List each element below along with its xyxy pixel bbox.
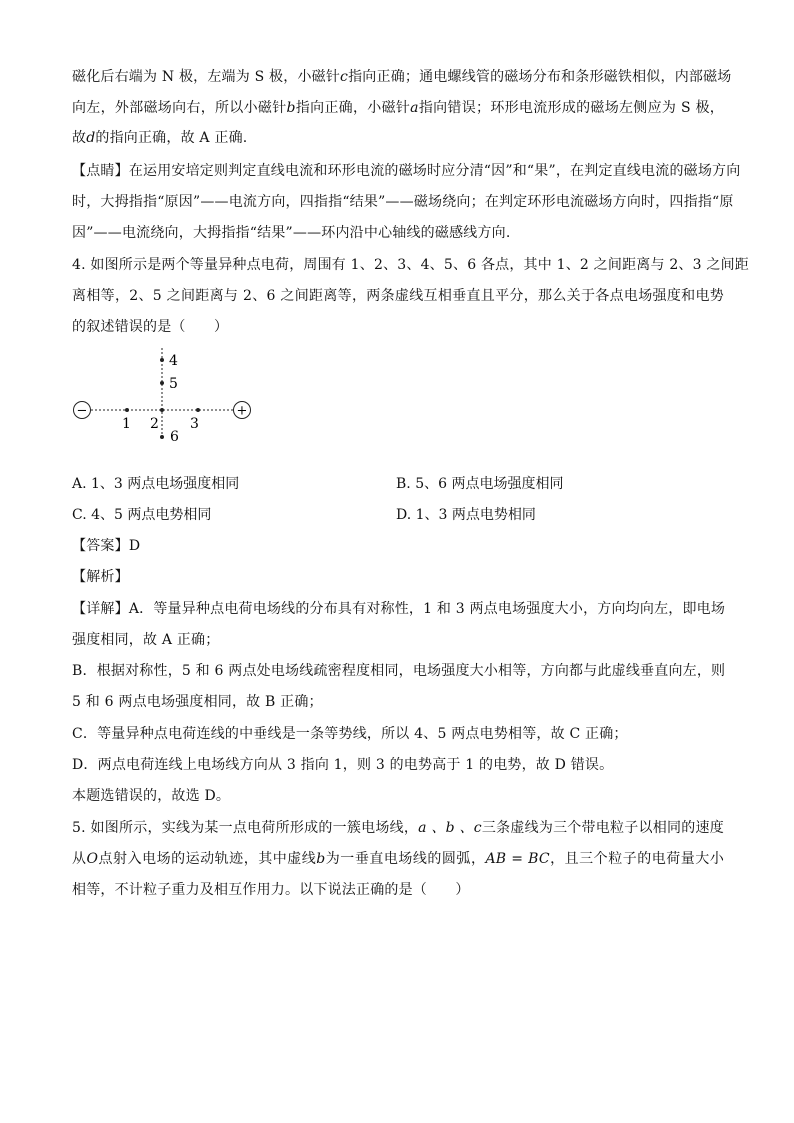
- answer-line: [72, 537, 724, 557]
- text-span: 指向错误；环形电流形成的磁场左侧应为 S 极，: [418, 100, 724, 116]
- text-span: 向左，外部磁场向右，所以小磁针: [72, 100, 287, 116]
- option-a: A. 1、3 两点电场强度相同: [72, 476, 240, 492]
- analysis-line: [72, 568, 724, 588]
- tip-tag: 【点睛】: [72, 163, 129, 179]
- variable-b: b: [316, 851, 326, 867]
- option-c: C. 4、5 两点电势相同: [72, 507, 212, 523]
- tip-line: [72, 224, 724, 244]
- text-span: 指向正确，小磁针: [295, 100, 411, 116]
- paragraph-line: [72, 68, 732, 88]
- variable-b: b: [286, 100, 296, 116]
- text-span: 为一垂直电场线的圆弧，: [325, 851, 486, 867]
- analysis-tag: 【解析】: [72, 569, 129, 585]
- conclusion-line: [72, 787, 724, 807]
- text-span: 从: [72, 851, 87, 867]
- label-1: 1: [122, 416, 131, 432]
- charges-figure: [66, 348, 266, 448]
- text-span: 时，大拇指指“原因”——电流方向，四指指“结果”——磁场绕向；在判定环形电流磁场方向时，四指指“原: [72, 194, 734, 210]
- tip-line: [72, 193, 734, 213]
- text-span: 三条虚线为三个带电粒子以相同的速度: [481, 820, 724, 836]
- tip-line: [72, 162, 741, 182]
- question-5-line: [72, 881, 724, 901]
- text-span: 强度相同，故 A 正确；: [72, 632, 220, 648]
- label-6: 6: [170, 429, 179, 445]
- label-5: 5: [169, 376, 178, 392]
- detail-tag: 【详解】: [72, 601, 129, 617]
- text-span: 本题选错误的，故选 D。: [72, 788, 231, 804]
- text-span: D．两点电荷连线上电场线方向从 3 指向 1，则 3 的电势高于 1 的电势，故 D 错误。: [72, 757, 614, 773]
- variables-abc: a 、b 、c: [418, 820, 482, 836]
- point-2: [160, 408, 164, 412]
- detail-line: [72, 725, 724, 745]
- paragraph-line: [72, 129, 724, 149]
- label-4: 4: [169, 353, 178, 369]
- label-3: 3: [190, 416, 199, 432]
- text-span: 指向正确；通电螺线管的磁场分布和条形磁铁相似，内部磁场: [348, 69, 732, 85]
- text-span: 因”——电流绕向，大拇指指“结果”——环内沿中心轴线的磁感线方向.: [72, 225, 511, 241]
- text-span: ，且三个粒子的电荷量大小: [549, 851, 725, 867]
- text-span: 在运用安培定则判定直线电流和环形电流的磁场时应分清“因”和“果”，在判定直线电流的磁场方向: [128, 163, 741, 179]
- variable-d: d: [86, 130, 96, 146]
- question-4-line: [72, 287, 724, 307]
- text-span: 磁化后右端为 N 极，左端为 S 极，小磁针: [72, 69, 341, 85]
- detail-line: [72, 600, 724, 620]
- variable-o: O: [86, 851, 99, 867]
- detail-line: [72, 631, 724, 651]
- detail-line: [72, 756, 724, 776]
- variable-c: c: [340, 69, 349, 85]
- positive-sign: +: [236, 403, 248, 419]
- text-span: 的指向正确，故 A 正确.: [95, 130, 248, 146]
- text-span: A．等量异种点电荷电场线的分布具有对称性，1 和 3 两点电场强度大小，方向均向左，即电场: [128, 601, 726, 617]
- answer-tag: 【答案】: [72, 538, 129, 554]
- detail-line: [72, 693, 724, 713]
- negative-sign: −: [76, 403, 88, 419]
- variable-a: a: [410, 100, 419, 116]
- point-1: [125, 408, 129, 412]
- equation-ab-bc: AB = BC: [485, 851, 550, 867]
- text-span: B．根据对称性，5 和 6 两点处电场线疏密程度相同，电场强度大小相等，方向都与此虚线垂直向左，则: [72, 663, 726, 679]
- point-4: [160, 358, 164, 362]
- text-span: 5 和 6 两点电场强度相同，故 B 正确；: [72, 694, 323, 710]
- label-2: 2: [150, 416, 159, 432]
- point-3: [196, 408, 200, 412]
- question-4-line: [72, 256, 749, 276]
- text-span: 的叙述错误的是（ ）: [72, 319, 229, 335]
- question-5-line: [72, 850, 724, 870]
- text-span: 相等，不计粒子重力及相互作用力。以下说法正确的是（ ）: [72, 882, 470, 898]
- detail-line: [72, 662, 724, 682]
- answer-value: D: [128, 538, 141, 554]
- text-span: 4. 如图所示是两个等量异种点电荷，周围有 1、2、3、4、5、6 各点，其中 1、2 之间距离与 2、3 之间距: [72, 257, 749, 273]
- text-span: 5. 如图所示，实线为某一点电荷所形成的一簇电场线，: [72, 820, 419, 836]
- option-b: B. 5、6 两点电场强度相同: [396, 476, 564, 492]
- text-span: 故: [72, 130, 87, 146]
- text-span: C．等量异种点电荷连线的中垂线是一条等势线，所以 4、5 两点电势相等，故 C 正确；: [72, 726, 628, 742]
- text-span: 离相等，2、5 之间距离与 2、6 之间距离等，两条虚线互相垂直且平分，那么关于各点电场强度和电势: [72, 288, 724, 304]
- question-4-line: [72, 318, 724, 338]
- point-5: [160, 381, 164, 385]
- option-d: D. 1、3 两点电势相同: [396, 507, 536, 523]
- question-5-line: [72, 819, 724, 839]
- text-span: 点射入电场的运动轨迹，其中虚线: [98, 851, 317, 867]
- point-6: [160, 435, 164, 439]
- paragraph-line: [72, 99, 724, 119]
